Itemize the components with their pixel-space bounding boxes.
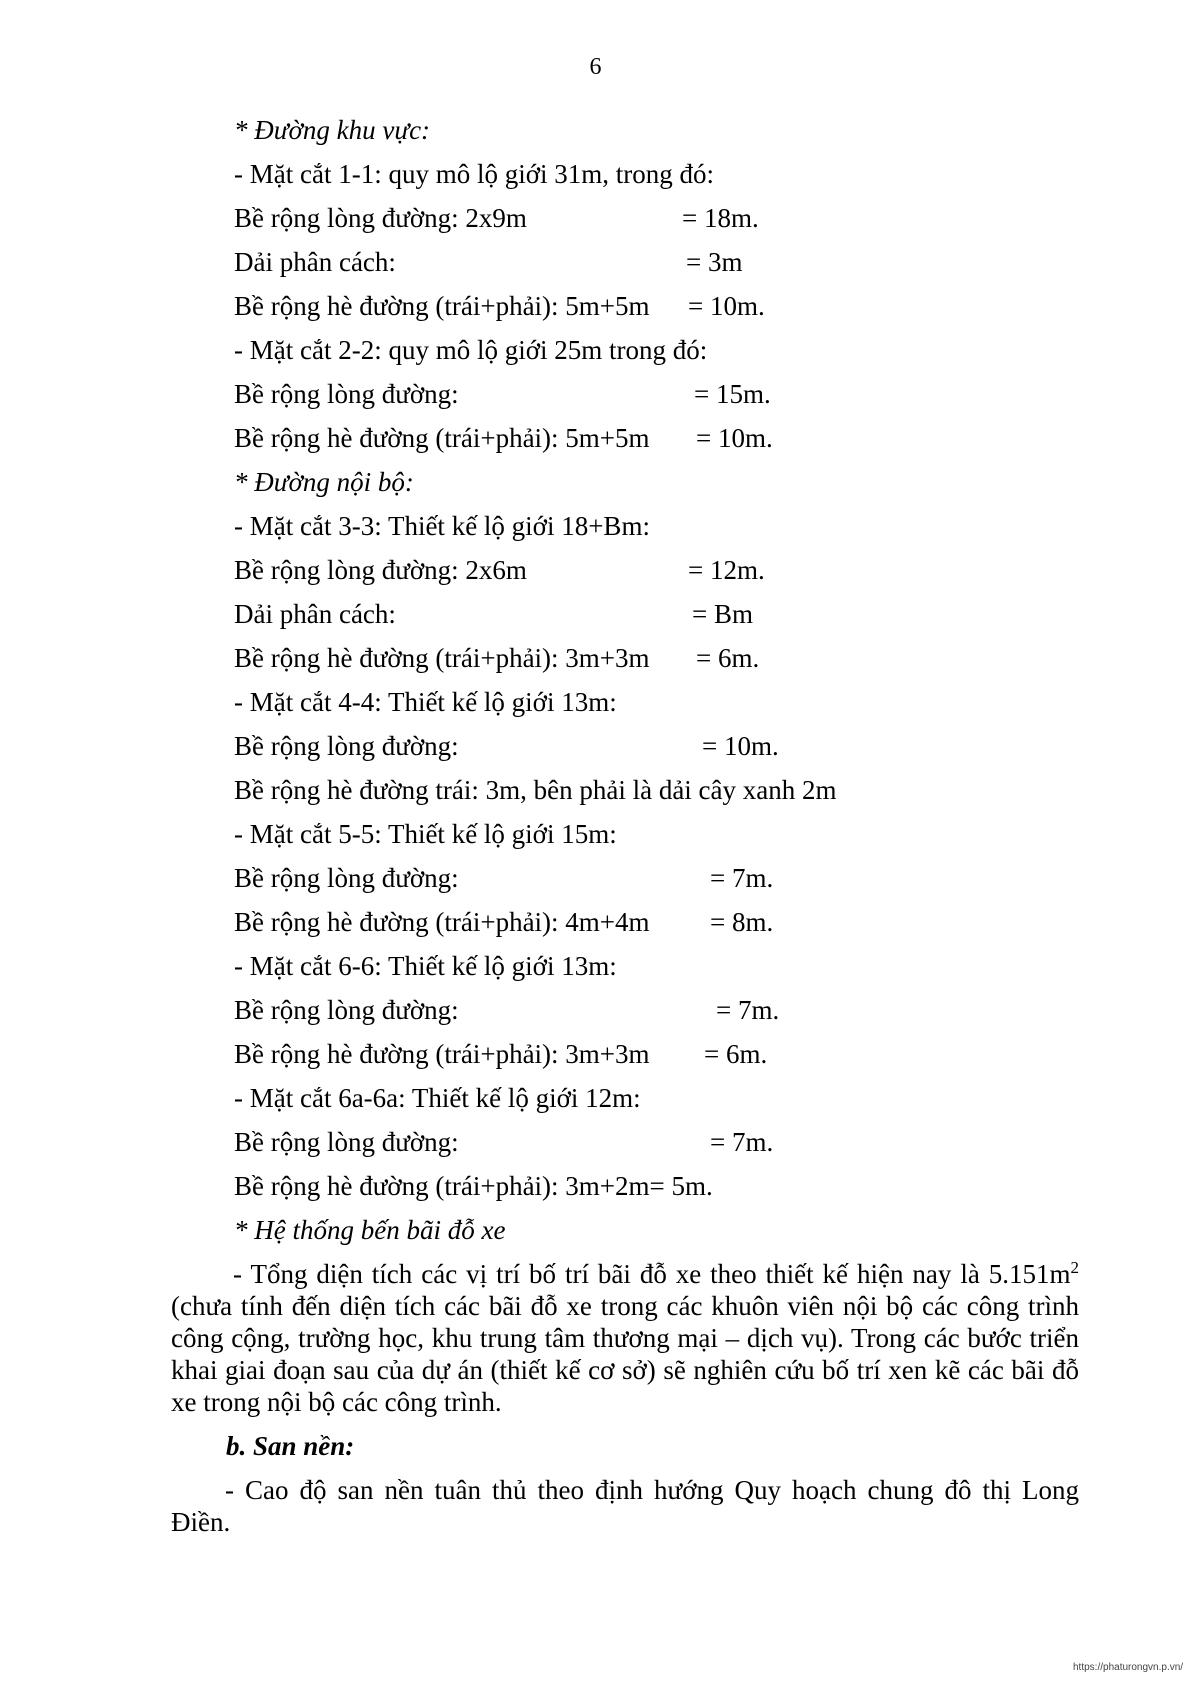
row-label: Dải phân cách: [234, 247, 396, 277]
parking-paragraph [171, 1258, 1079, 1418]
row-label: Bề rộng hè đường (trái+phải): 5m+5m [234, 423, 650, 453]
row-long-duong-4-4 [234, 730, 779, 762]
row-label: Bề rộng hè đường (trái+phải): 4m+4m [234, 907, 650, 937]
section-heading-duong-noi-bo: * Đường nội bộ: [234, 467, 414, 497]
row-label: Bề rộng lòng đường: 2x9m [234, 203, 527, 233]
row-value: = 10m. [696, 423, 773, 453]
row-value: = 7m. [716, 995, 780, 1025]
row-label: Bề rộng lòng đường: [234, 863, 459, 893]
row-label: Dải phân cách: [234, 599, 396, 629]
section-heading-ben-bai: * Hệ thống bến bãi đỗ xe [234, 1215, 506, 1245]
parking-rest: (chưa tính đến diện tích các bãi đỗ xe trong các khuôn viên nội bộ các công trình công cộng, trường học, khu trung tâm thương mại – dịch vụ). Trong các bước triển khai giai đoạn sau của dự án (thiết kế cơ sở) sẽ nghiên cứu bố trí xen kẽ các bãi đỗ xe trong nội bộ các công trình. [171, 1291, 1079, 1417]
row-he-duong-5-5 [234, 906, 774, 938]
row-label: Bề rộng lòng đường: [234, 1127, 459, 1157]
row-label: Bề rộng hè đường (trái+phải): 5m+5m [234, 291, 650, 321]
mat-cat-2-2: - Mặt cắt 2-2: quy mô lộ giới 25m trong đó: [234, 335, 708, 365]
mat-cat-6a-6a: - Mặt cắt 6a-6a: Thiết kế lộ giới 12m: [234, 1083, 641, 1113]
mat-cat-3-3: - Mặt cắt 3-3: Thiết kế lộ giới 18+Bm: [234, 511, 650, 541]
row-long-duong-6-6 [234, 994, 780, 1026]
row-value: = 8m. [710, 907, 774, 937]
row-value: = 7m. [710, 1127, 774, 1157]
row-value: = 7m. [710, 863, 774, 893]
san-nen-heading: b. San nền: [226, 1431, 355, 1461]
row-value: = 15m. [694, 379, 771, 409]
row-label: Bề rộng lòng đường: [234, 379, 459, 409]
parking-lead: - Tổng diện tích các vị trí bố trí bãi đỗ xe theo thiết kế hiện nay là 5.151m [233, 1259, 1071, 1289]
page-number: 6 [589, 54, 602, 80]
mat-cat-6-6: - Mặt cắt 6-6: Thiết kế lộ giới 13m: [234, 951, 617, 981]
row-he-duong-1-1 [234, 290, 765, 322]
row-he-duong-3-3 [234, 642, 760, 674]
row-long-duong-3-3 [234, 554, 765, 586]
row-value: = 18m. [682, 203, 759, 233]
row-value: = Bm [692, 599, 753, 629]
san-nen-paragraph: - Cao độ san nền tuân thủ theo định hướng Quy hoạch chung đô thị Long Điền. [171, 1475, 1079, 1537]
row-value: = 3m [686, 247, 743, 277]
mat-cat-5-5: - Mặt cắt 5-5: Thiết kế lộ giới 15m: [234, 819, 617, 849]
mat-cat-1-1: - Mặt cắt 1-1: quy mô lộ giới 31m, trong đó: [234, 159, 714, 189]
row-value: = 12m. [688, 555, 765, 585]
row-label: Bề rộng lòng đường: [234, 995, 459, 1025]
mat-cat-4-4: - Mặt cắt 4-4: Thiết kế lộ giới 13m: [234, 687, 617, 717]
row-value: = 6m. [696, 643, 760, 673]
row-dai-phan-cach-1-1 [234, 246, 743, 278]
row-long-duong-6a-6a [234, 1126, 774, 1158]
row-value: = 6m. [704, 1039, 768, 1069]
row-label: Bề rộng lòng đường: 2x6m [234, 555, 527, 585]
row-he-duong-4-4: Bề rộng hè đường trái: 3m, bên phải là dải cây xanh 2m [234, 775, 837, 805]
row-value: = 10m. [702, 731, 779, 761]
section-heading-duong-khu-vuc: * Đường khu vực: [234, 115, 431, 145]
row-he-duong-6a-6a: Bề rộng hè đường (trái+phải): 3m+2m= 5m. [234, 1171, 713, 1201]
row-value: = 10m. [688, 291, 765, 321]
row-dai-phan-cach-3-3 [234, 598, 753, 630]
row-label: Bề rộng hè đường (trái+phải): 3m+3m [234, 1039, 650, 1069]
watermark: https://phaturongvn.p.vn/ [1073, 1662, 1184, 1673]
row-label: Bề rộng hè đường (trái+phải): 3m+3m [234, 643, 650, 673]
row-long-duong-1-1 [234, 202, 759, 234]
parking-unit-sup: 2 [1070, 1258, 1079, 1277]
row-he-duong-6-6 [234, 1038, 768, 1070]
row-long-duong-5-5 [234, 862, 774, 894]
row-he-duong-2-2 [234, 422, 773, 454]
row-label: Bề rộng lòng đường: [234, 731, 459, 761]
row-long-duong-2-2 [234, 378, 771, 410]
